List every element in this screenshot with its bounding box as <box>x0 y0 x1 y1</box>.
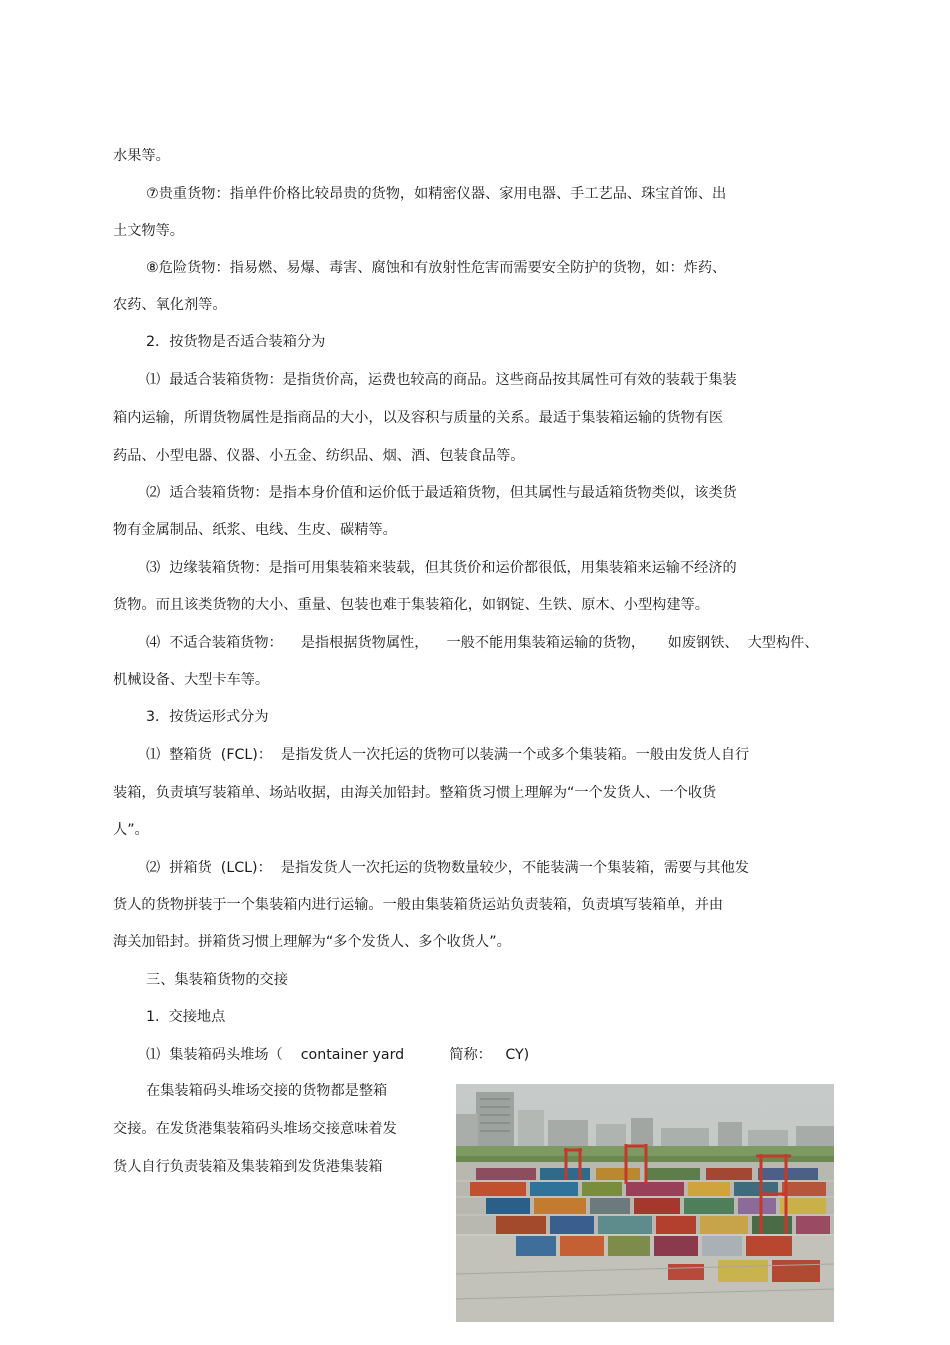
text-line: ⑧危险货物：指易燃、易爆、毒害、腐蚀和有放射性危害而需要安全防护的货物，如：炸药、 <box>146 260 727 276</box>
text-line: 农药、氧化剂等。 <box>113 297 227 313</box>
text-line: 交接。在发货港集装箱码头堆场交接意味着发 <box>113 1121 397 1137</box>
text-line: 人”。 <box>113 822 149 838</box>
text-line: 土文物等。 <box>113 223 184 239</box>
text-line: ⑵ 拼箱货 (LCL)： 是指发货人一次托运的货物数量较少，不能装满一个集装箱，需要与其他发 <box>146 860 749 876</box>
text-line: 海关加铅封。拼箱货习惯上理解为“多个发货人、多个收货人”。 <box>113 934 511 950</box>
text-line: 机械设备、大型卡车等。 <box>113 672 270 688</box>
text-line: ⑷ 不适合装箱货物： 是指根据货物属性， 一般不能用集装箱运输的货物， 如废钢铁、 大型构件、 <box>146 635 819 651</box>
container-yard-photo <box>456 1084 834 1322</box>
text-line: ⑴ 整箱货 (FCL)： 是指发货人一次托运的货物可以装满一个或多个集装箱。一般由发货人自行 <box>146 747 750 763</box>
text-line: 药品、小型电器、仪器、小五金、纺织品、烟、酒、包装食品等。 <box>113 448 525 464</box>
text-line: 货人的货物拼装于一个集装箱内进行运输。一般由集装箱货运站负责装箱，负责填写装箱单，并由 <box>113 897 724 913</box>
section-heading: 三、集装箱货物的交接 <box>146 972 288 988</box>
text-line: 物有金属制品、纸浆、电线、生皮、碳精等。 <box>113 522 397 538</box>
text-line: ⑵ 适合装箱货物：是指本身价值和运价低于最适箱货物，但其属性与最适箱货物类似，该类货 <box>146 485 737 501</box>
text-line: 装箱，负责填写装箱单、场站收据，由海关加铅封。整箱货习惯上理解为“一个发货人、一个收货 <box>113 785 717 801</box>
text-line: ⑴ 最适合装箱货物：是指货价高，运费也较高的商品。这些商品按其属性可有效的装载于集装 <box>146 372 737 388</box>
text-line: ⑦贵重货物：指单件价格比较昂贵的货物，如精密仪器、家用电器、手工艺品、珠宝首饰、出 <box>146 186 727 202</box>
text-line: ⑴ 集装箱码头堆场（ container yard 简称： CY) <box>146 1047 530 1063</box>
text-line: 货人自行负责装箱及集装箱到发货港集装箱 <box>113 1159 383 1175</box>
text-line: 箱内运输，所谓货物属性是指商品的大小，以及容积与质量的关系。最适于集装箱运输的货物有医 <box>113 410 724 426</box>
sub-heading: 1. 交接地点 <box>146 1009 226 1025</box>
text-line: ⑶ 边缘装箱货物：是指可用集装箱来装载，但其货价和运价都很低，用集装箱来运输不经济的 <box>146 560 737 576</box>
text-line: 在集装箱码头堆场交接的货物都是整箱 <box>146 1083 388 1099</box>
text-line: 水果等。 <box>113 148 170 164</box>
section-heading: 2．按货物是否适合装箱分为 <box>146 334 326 350</box>
section-heading: 3．按货运形式分为 <box>146 709 269 725</box>
text-line: 货物。而且该类货物的大小、重量、包装也难于集装箱化，如钢锭、生铁、原木、小型构建等。 <box>113 597 709 613</box>
